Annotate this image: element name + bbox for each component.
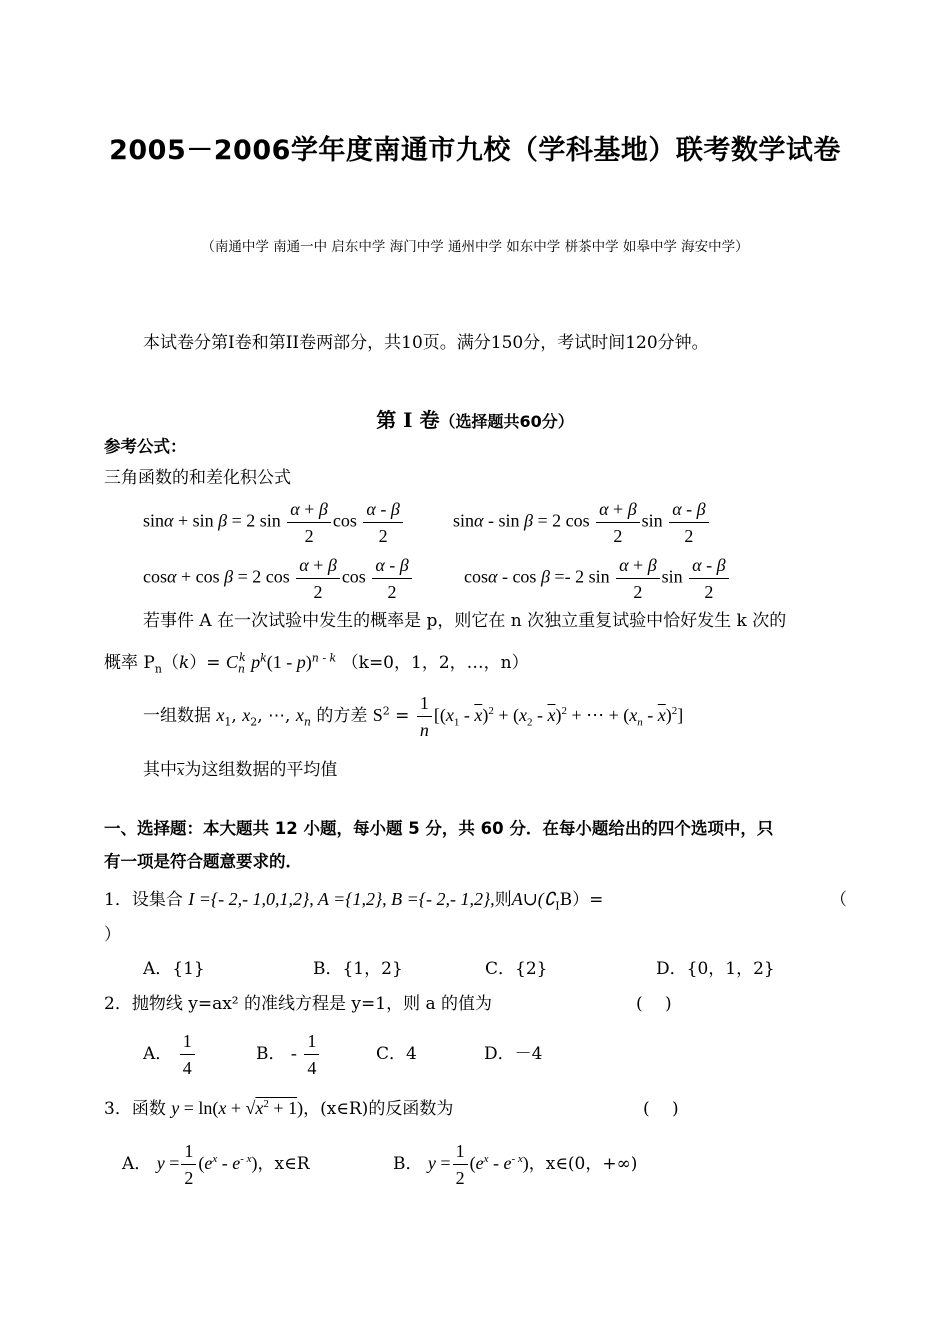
probability-label: 概率 P [104,653,155,673]
q1-number: 1．设集合 [104,890,183,910]
section-title [0,404,950,433]
q2-option-b-neg: - [290,1043,297,1063]
formula-cos-sum: cosα + cos β = 2 cos $\frac{\alpha + \beta}{2}$ cos $\frac{\alpha - \beta}{2}$ [143,552,414,605]
q3-option-b[interactable]: B． y = $\frac{1}{2}$ $(e^x - e^{- x})$，x∈(0，+∞) [393,1138,637,1191]
q1-paren-close: ） [104,925,121,945]
q3-option-b-domain: ，x∈(0，+∞) [528,1154,638,1174]
variance-text: 的方差 [316,706,368,726]
mean-note: 其中$\overline{x}$为这组数据的平均值 [143,760,338,780]
variance-label: 一组数据 [143,706,211,726]
probability-range: （k=0，1，2，…，n） [341,653,529,673]
q1-expr: A∪(∁ [511,889,556,909]
q3-function: $y = \ln(x + √x^2 + 1)$ [171,1098,304,1118]
reference-formula-label: 参考公式： [104,437,187,456]
q2-option-d[interactable]: D．－4 [484,1044,543,1064]
probability-text: 若事件 A 在一次试验中发生的概率是 p，则它在 n 次独立重复试验中恰好发生 k 次的 [143,611,787,631]
q2-option-b-label: B． [256,1044,286,1064]
mean-prefix: 其中 [143,760,177,780]
exam-title: 2005－2006学年度南通市九校（学科基地）联考数学试卷 [109,135,841,166]
part1-heading-2: 有一项是符合题意要求的． [104,852,302,871]
question-2: 2．抛物线 y=ax² 的准线方程是 y=1，则 a 的值为 [104,994,493,1014]
q1-option-a[interactable]: A．{1} [143,959,205,979]
section-title-main: 第 I 卷 [376,408,440,432]
q3-option-b-label: B． [393,1154,423,1174]
q2-option-b-frac: $\frac{1}{4}$ [304,1028,319,1081]
mean-note-text: 为这组数据的平均值 [184,760,338,780]
q2-option-c[interactable]: C．4 [376,1044,417,1064]
q2-option-a-frac: $\frac{1}{4}$ [180,1028,195,1081]
q2-option-a[interactable] [143,1028,197,1081]
q1-expr-end: B）= [559,890,604,910]
exam-intro: 本试卷分第I卷和第II卷两部分，共10页。满分150分，考试时间120分钟。 [143,333,709,353]
q1-sets: I ={- 2,- 1,0,1,2}, A ={1,2}, B ={- 2,- 1,2}, [188,889,495,909]
q3-option-a[interactable]: A． y = $\frac{1}{2}$ $(e^x - e^{- x})$，x∈R [122,1138,310,1191]
formula-sin-sum: sinα + sin β = 2 sin $\frac{\alpha + \beta}{2}$ cos $\frac{\alpha - \beta}{2}$ [143,496,405,549]
q2-option-b[interactable] [256,1028,321,1081]
formula-cos-diff: cosα - cos β =- 2 sin $\frac{\alpha + \beta}{2}$ sin $\frac{\alpha - \beta}{2}$ [464,552,731,605]
question-3 [104,1094,453,1119]
question-1 [104,885,603,912]
probability-formula: 概率 $P_n(k)= C_n^k$ $p^k(1 - p)^{n - k}$ （k=0，1，2，…，n） [104,651,529,676]
q3-condition: ，(x∈R)的反函数为 [303,1099,454,1119]
school-list: （南通中学 南通一中 启东中学 海门中学 通州中学 如东中学 栟茶中学 如皋中学 海安中学） [201,239,749,255]
q3-number: 3．函数 [104,1099,166,1119]
q1-option-c[interactable]: C．{2} [485,959,548,979]
q1-then: 则 [494,890,512,910]
section-title-sub: （选择题共60分） [439,412,574,431]
part1-heading: 一、选择题：本大题共 12 小题，每小题 5 分，共 60 分．在每小题给出的四个选项中，只 [104,819,774,838]
q3-paren: ( ) [643,1099,679,1119]
formula-sin-diff: sinα - sin β = 2 cos $\frac{\alpha + \beta}{2}$ sin $\frac{\alpha - \beta}{2}$ [453,496,711,549]
q2-paren: ( ) [636,994,672,1014]
q1-option-b[interactable]: B．{1，2} [313,959,403,979]
q1-paren-open: （ [830,890,847,910]
q1-expr-sub: I [555,899,560,913]
trig-formula-label: 三角函数的和差化积公式 [104,468,291,488]
q3-option-a-domain: ，x∈R [257,1154,310,1174]
variance-formula: 一组数据 $x_1$, $x_2$, ⋯, $x_n$ 的方差 $S^2$ = $\frac{1}{n}$ [$(x_1 - \overline{x})^2 + (x_2 - \overline{x})^2$ + ⋯ + $(x_n - \overline{x})^2$] [143,690,683,743]
q2-option-a-label: A． [143,1044,173,1064]
q1-option-d[interactable]: D．{0，1，2} [656,959,775,979]
q3-option-a-label: A． [122,1154,152,1174]
